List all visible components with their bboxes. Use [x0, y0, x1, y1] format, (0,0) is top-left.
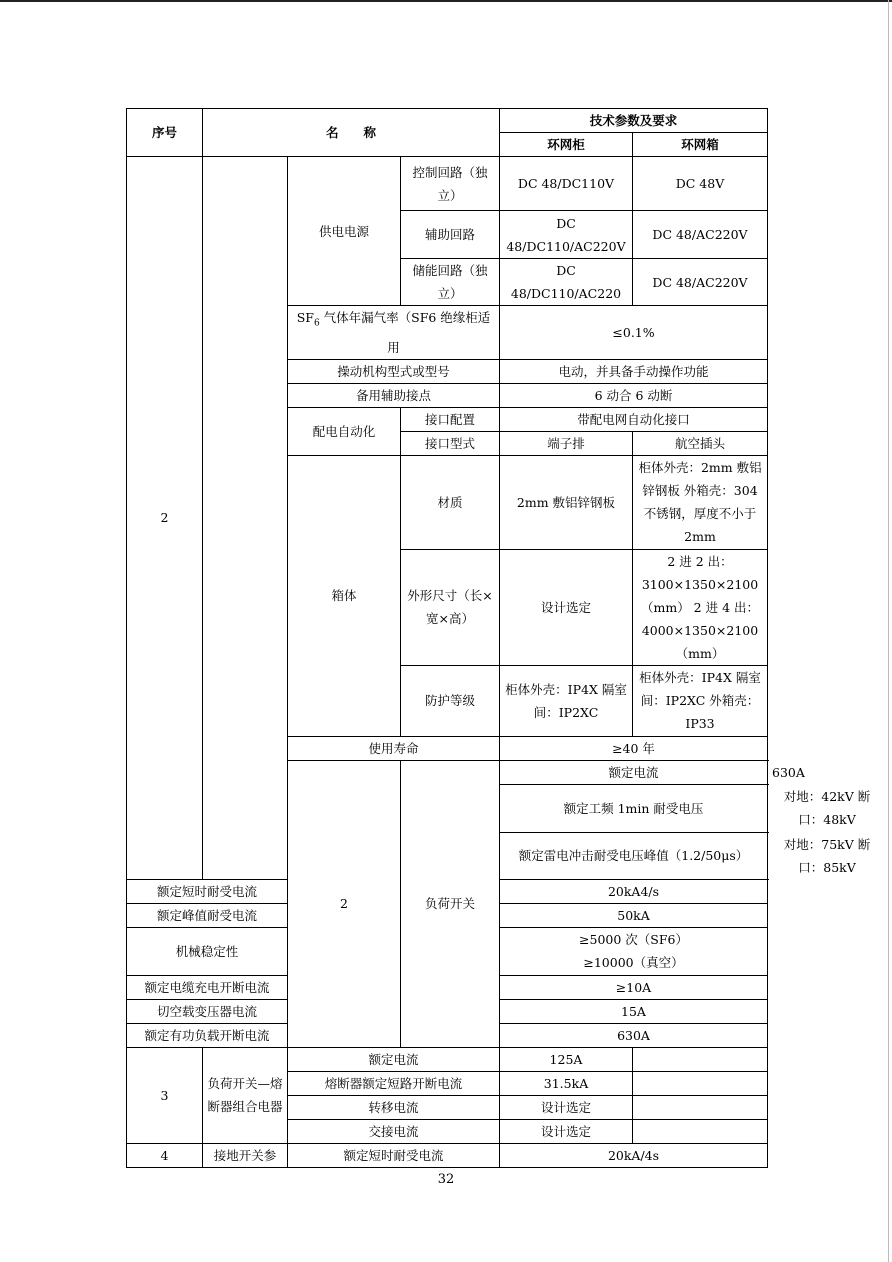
- param-value-box-empty: [633, 1095, 768, 1119]
- storage-circuit-label: 储能回路（独立）: [401, 259, 500, 306]
- name-cell-empty: [203, 157, 288, 880]
- header-cabinet: 环网柜: [500, 133, 633, 157]
- contacts-value: 6 动合 6 动断: [500, 383, 768, 407]
- material-label: 材质: [401, 455, 500, 549]
- right-border-line: [888, 0, 889, 1262]
- sf6-leak-value: ≤0.1%: [500, 306, 768, 360]
- header-tech: 技术参数及要求: [500, 109, 768, 133]
- automation-label: 配电自动化: [288, 407, 401, 455]
- seq-cell: 2: [127, 157, 203, 880]
- service-life-label: 使用寿命: [288, 736, 500, 760]
- aux-circuit-cabinet: DC 48/DC110/AC220V: [500, 211, 633, 259]
- protection-box: 柜体外壳：IP4X 隔室间：IP2XC 外箱壳：IP33: [633, 665, 768, 736]
- param-value-cabinet: 设计选定: [500, 1095, 633, 1119]
- size-box: 2 进 2 出：3100×1350×2100（mm） 2 进 4 出：4000×1350×2100（mm）: [633, 549, 768, 665]
- header-name: 名 称: [203, 109, 500, 157]
- param-value: 20kA/4s: [500, 1143, 768, 1167]
- sf6-leak-label: [288, 306, 500, 360]
- param-value-box-empty: [633, 1047, 768, 1071]
- mechanism-value: 电动，并具备手动操作功能: [500, 359, 768, 383]
- table-row: [127, 1143, 768, 1167]
- interface-type-box: 航空插头: [633, 431, 768, 455]
- param-value-cabinet: 设计选定: [500, 1119, 633, 1143]
- param-label: 熔断器额定短路开断电流: [288, 1071, 500, 1095]
- contacts-label: 备用辅助接点: [288, 383, 500, 407]
- param-value-box-empty: [633, 1071, 768, 1095]
- interface-config-value: 带配电网自动化接口: [500, 407, 768, 431]
- size-label: 外形尺寸（长×宽×高）: [401, 549, 500, 665]
- protection-label: 防护等级: [401, 665, 500, 736]
- control-circuit-box: DC 48V: [633, 157, 768, 211]
- header-box: 环网箱: [633, 133, 768, 157]
- param-label: 交接电流: [288, 1119, 500, 1143]
- service-life-value: ≥40 年: [500, 736, 768, 760]
- enclosure-label: 箱体: [288, 455, 401, 736]
- control-circuit-label: 控制回路（独立）: [401, 157, 500, 211]
- sf6-label-sub: 6: [313, 318, 320, 329]
- aux-circuit-label: 辅助回路: [401, 211, 500, 259]
- aux-circuit-box: DC 48/AC220V: [633, 211, 768, 259]
- param-label: 额定雷电冲击耐受电压峰值（1.2/50μs）: [500, 832, 768, 879]
- power-supply-label: 供电电源: [288, 157, 401, 306]
- material-box: 柜体外壳：2mm 敷铝锌钢板 外箱壳：304 不锈钢，厚度不小于 2mm: [633, 455, 768, 549]
- interface-config-label: 接口配置: [401, 407, 500, 431]
- control-circuit-cabinet: DC 48/DC110V: [500, 157, 633, 211]
- value-line: ≥5000 次（SF6） ≥10000（真空）: [579, 932, 688, 970]
- technical-parameters-table: [126, 108, 871, 1168]
- param-label: 额定短时耐受电流: [127, 879, 288, 903]
- param-label: 转移电流: [288, 1095, 500, 1119]
- param-label: 额定峰值耐受电流: [127, 903, 288, 927]
- param-label: 额定电缆充电开断电流: [127, 975, 288, 999]
- param-label: 额定短时耐受电流: [288, 1143, 500, 1167]
- param-value-cabinet: 125A: [500, 1047, 633, 1071]
- value-line: 对地：75kV 断口：85kV: [783, 836, 871, 875]
- size-cabinet: 设计选定: [500, 549, 633, 665]
- mechanism-label: 操动机构型式或型号: [288, 359, 500, 383]
- param-label: 切空载变压器电流: [127, 999, 288, 1023]
- value-line: 对地：42kV 断口：48kV: [783, 789, 871, 827]
- sf6-label-pre: SF: [296, 310, 314, 325]
- header-row: [127, 109, 768, 133]
- param-label: 额定电流: [288, 1047, 500, 1071]
- table-row: [127, 1047, 768, 1071]
- name-cell: 负荷开关—熔断器组合电器: [203, 1047, 288, 1143]
- param-value: ≥10A: [500, 975, 768, 999]
- header-seq: 序号: [127, 109, 203, 157]
- storage-circuit-box: DC 48/AC220V: [633, 259, 768, 306]
- seq-cell: 3: [127, 1047, 203, 1143]
- sf6-label-post: 气体年漏气率（SF6 绝缘柜适用: [319, 310, 491, 355]
- material-cabinet: 2mm 敷铝锌钢板: [500, 455, 633, 549]
- param-value: [500, 927, 768, 975]
- param-value: 630A: [500, 1023, 768, 1047]
- protection-cabinet: 柜体外壳：IP4X 隔室间：IP2XC: [500, 665, 633, 736]
- param-value: 15A: [500, 999, 768, 1023]
- page-number: 32: [437, 1172, 455, 1187]
- param-label: 机械稳定性: [127, 927, 288, 975]
- param-label: 额定有功负载开断电流: [127, 1023, 288, 1047]
- param-value-box-empty: [633, 1119, 768, 1143]
- param-label: 额定电流: [500, 760, 768, 784]
- seq-cell: 2: [288, 760, 401, 1047]
- param-value: 50kA: [500, 903, 768, 927]
- param-label: 额定工频 1min 耐受电压: [500, 784, 768, 832]
- interface-type-cabinet: 端子排: [500, 431, 633, 455]
- name-cell: 负荷开关: [401, 760, 500, 1047]
- param-value: 20kA4/s: [500, 879, 768, 903]
- top-border-line: [0, 0, 892, 2]
- seq-cell: 4: [127, 1143, 203, 1167]
- table-row: [127, 157, 768, 211]
- table-row: 2 负荷开关 额定电流 630A: [127, 760, 768, 784]
- interface-type-label: 接口型式: [401, 431, 500, 455]
- storage-circuit-cabinet: DC 48/DC110/AC220: [500, 259, 633, 306]
- name-cell: 接地开关参: [203, 1143, 288, 1167]
- param-value-cabinet: 31.5kA: [500, 1071, 633, 1095]
